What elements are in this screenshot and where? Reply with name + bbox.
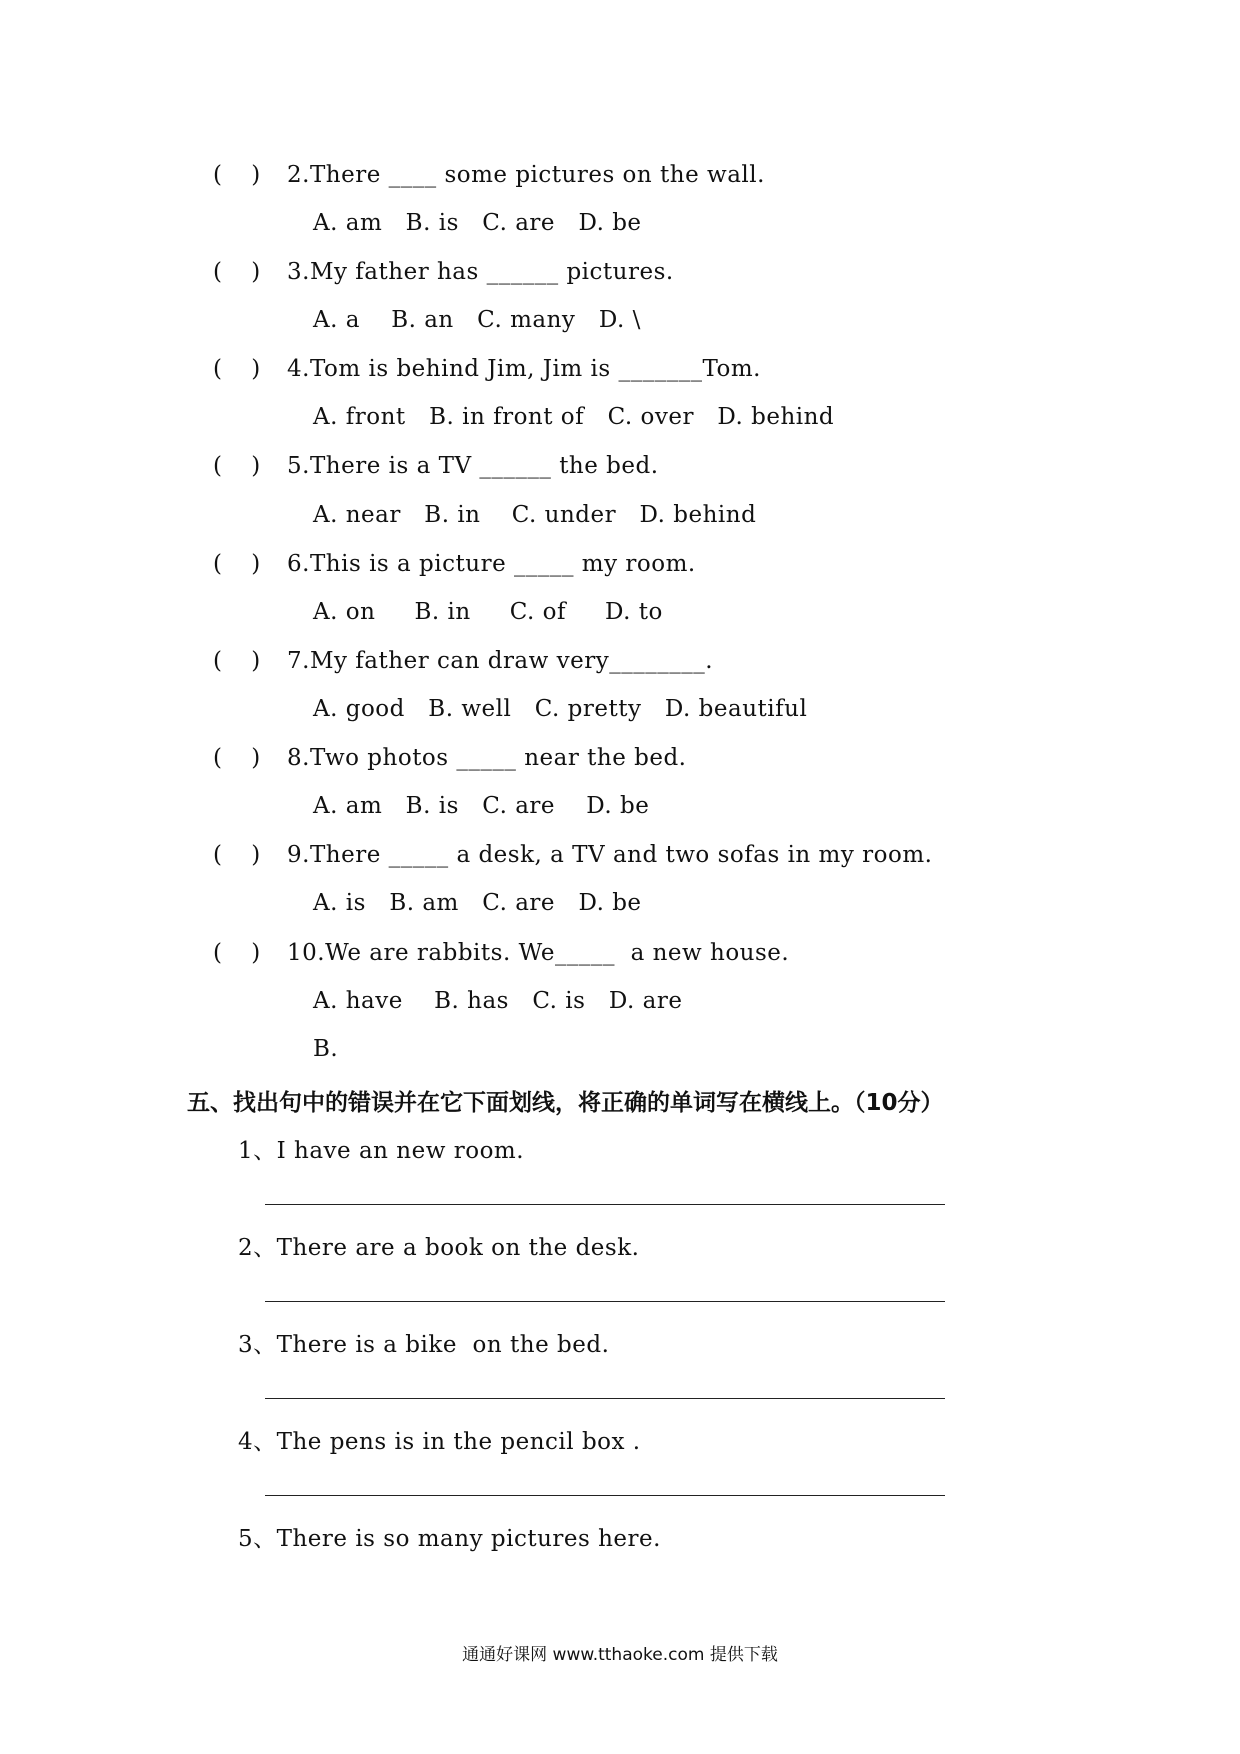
question-options: A. am B. is C. are D. be bbox=[313, 210, 642, 236]
error-item: 3、There is a bike on the bed. bbox=[238, 1332, 610, 1358]
answer-blank-line bbox=[265, 1495, 945, 1496]
question-stem: 8.Two photos _____ near the bed. bbox=[287, 745, 687, 771]
answer-paren: ( ) bbox=[213, 259, 261, 285]
answer-paren: ( ) bbox=[213, 162, 261, 188]
question-stem: 3.My father has ______ pictures. bbox=[287, 259, 674, 285]
question-stem: 4.Tom is behind Jim, Jim is _______Tom. bbox=[287, 356, 761, 382]
question-options: A. have B. has C. is D. are bbox=[313, 988, 683, 1014]
stray-option: B. bbox=[313, 1036, 339, 1062]
error-item: 2、There are a book on the desk. bbox=[238, 1235, 640, 1261]
question-options: A. am B. is C. are D. be bbox=[313, 793, 650, 819]
question-stem: 2.There ____ some pictures on the wall. bbox=[287, 162, 765, 188]
question-options: A. is B. am C. are D. be bbox=[313, 890, 642, 916]
answer-paren: ( ) bbox=[213, 551, 261, 577]
question-options: A. good B. well C. pretty D. beautiful bbox=[313, 696, 808, 722]
answer-paren: ( ) bbox=[213, 648, 261, 674]
question-options: A. front B. in front of C. over D. behind bbox=[313, 404, 835, 430]
question-options: A. a B. an C. many D. \ bbox=[313, 307, 641, 333]
answer-paren: ( ) bbox=[213, 842, 261, 868]
answer-paren: ( ) bbox=[213, 356, 261, 382]
error-item: 1、I have an new room. bbox=[238, 1138, 525, 1164]
page-footer: 通通好课网 www.tthaoke.com 提供下载 bbox=[462, 1645, 778, 1665]
question-stem: 7.My father can draw very________. bbox=[287, 648, 714, 674]
question-options: A. near B. in C. under D. behind bbox=[313, 502, 757, 528]
question-stem: 10.We are rabbits. We_____ a new house. bbox=[287, 940, 790, 966]
answer-paren: ( ) bbox=[213, 453, 261, 479]
section5-heading: 五、找出句中的错误并在它下面划线，将正确的单词写在横线上。（10分） bbox=[187, 1090, 944, 1116]
answer-paren: ( ) bbox=[213, 745, 261, 771]
question-options: A. on B. in C. of D. to bbox=[313, 599, 663, 625]
error-item: 4、The pens is in the pencil box . bbox=[238, 1429, 641, 1455]
question-stem: 5.There is a TV ______ the bed. bbox=[287, 453, 659, 479]
answer-paren: ( ) bbox=[213, 940, 261, 966]
question-stem: 6.This is a picture _____ my room. bbox=[287, 551, 696, 577]
answer-blank-line bbox=[265, 1398, 945, 1399]
answer-blank-line bbox=[265, 1301, 945, 1302]
error-item: 5、There is so many pictures here. bbox=[238, 1526, 661, 1552]
question-stem: 9.There _____ a desk, a TV and two sofas in my room. bbox=[287, 842, 933, 868]
answer-blank-line bbox=[265, 1204, 945, 1205]
